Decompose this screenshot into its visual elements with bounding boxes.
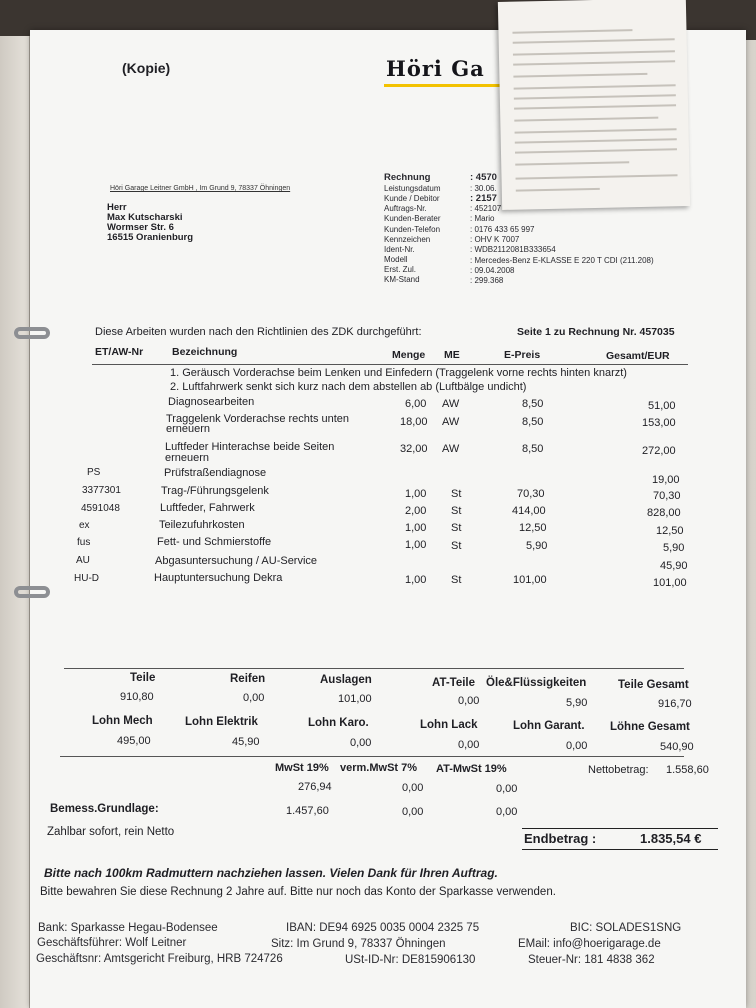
sum-label-lohn-elektrik: Lohn Elektrik (185, 716, 258, 728)
receipt-slip (498, 0, 690, 210)
item-description: Luftfeder Hinterachse beide Seiten (165, 441, 335, 453)
recipient-name: Max Kutscharski (107, 212, 183, 223)
sum-value: 0,00 (350, 737, 372, 749)
item-unit-price: 8,50 (522, 443, 544, 455)
tax-value: 276,94 (298, 781, 332, 793)
item-description: Hauptuntersuchung Dekra (154, 572, 283, 584)
item-quantity: 6,00 (405, 398, 427, 410)
intro-text: Diese Arbeiten wurden nach den Richtlinien des ZDK durchgeführt: (95, 326, 422, 338)
tax-value: 0,00 (402, 782, 424, 794)
bemess-label: Bemess.Grundlage: (50, 803, 159, 815)
item-description: Teilezufuhrkosten (159, 519, 245, 531)
footer-bic: BIC: SOLADES1SNG (570, 922, 682, 934)
item-description: Diagnosearbeiten (168, 396, 255, 408)
meta-value: : 4570 (470, 172, 497, 183)
item-quantity: 18,00 (400, 416, 428, 428)
item-unit: AW (442, 416, 460, 428)
recipient-city: 16515 Oranienburg (107, 232, 194, 243)
footer-tax-number: Steuer-Nr: 181 4838 362 (528, 954, 655, 966)
footer-managing-director: Geschäftsführer: Wolf Leitner (37, 937, 187, 949)
sum-label-lohn-garant: Lohn Garant. (513, 720, 585, 732)
sum-label-lohn-karo: Lohn Karo. (308, 717, 369, 729)
item-unit-price: 12,50 (519, 522, 547, 534)
col-header-gesamt: Gesamt/EUR (606, 350, 670, 362)
col-header-epreis: E-Preis (504, 349, 541, 361)
meta-label: Kennzeichen (384, 235, 431, 244)
sum-value: 101,00 (338, 693, 372, 705)
binder-ring-top (14, 327, 50, 339)
bemess-value: 0,00 (496, 806, 518, 818)
sum-value: 0,00 (566, 740, 588, 752)
item-description: Abgasuntersuchung / AU-Service (155, 555, 318, 567)
sum-value: 916,70 (658, 698, 692, 710)
meta-label: Rechnung (384, 172, 431, 183)
item-total: 12,50 (656, 525, 684, 537)
meta-label: Leistungsdatum (384, 184, 441, 193)
item-unit: St (451, 574, 462, 586)
endbetrag-label: Endbetrag : (524, 831, 597, 846)
sum-value: 0,00 (458, 695, 480, 707)
sum-value: 495,00 (117, 735, 151, 747)
item-total: 51,00 (648, 400, 676, 412)
item-quantity: 32,00 (400, 443, 428, 455)
logo-underline (384, 84, 514, 87)
item-description: Prüfstraßendiagnose (164, 467, 267, 479)
bemess-value: 1.457,60 (286, 805, 329, 817)
tax-rule (60, 756, 684, 757)
copy-mark: (Kopie) (122, 60, 171, 76)
item-number: PS (87, 467, 101, 478)
payment-terms: Zahlbar sofort, rein Netto (47, 826, 175, 838)
sum-value: 910,80 (120, 691, 154, 703)
meta-label: Kunden-Berater (384, 214, 441, 223)
item-unit: St (451, 540, 462, 552)
sum-label-teile: Teile (130, 672, 156, 684)
item-total: 45,90 (660, 560, 688, 572)
col-header-me: ME (444, 349, 460, 361)
item-total: 828,00 (647, 507, 681, 519)
item-description: Traggelenk Vorderachse rechts unten (166, 413, 350, 425)
item-quantity: 1,00 (405, 522, 427, 534)
endbetrag-value: 1.835,54 € (640, 831, 702, 846)
meta-value: : 299.368 (470, 276, 504, 285)
item-number: fus (77, 537, 91, 548)
footer-bank: Bank: Sparkasse Hegau-Bodensee (38, 922, 218, 934)
item-description: Trag-/Führungsgelenk (161, 485, 269, 497)
item-total: 101,00 (653, 577, 687, 589)
tax-label: verm.MwSt 7% (340, 762, 418, 774)
item-description-cont: erneuern (166, 423, 211, 435)
item-unit-price: 8,50 (522, 416, 544, 428)
item-quantity: 1,00 (405, 488, 427, 500)
item-total: 19,00 (652, 474, 680, 486)
item-number: 4591048 (81, 503, 120, 514)
item-total: 272,00 (642, 445, 676, 457)
item-unit-price: 8,50 (522, 398, 544, 410)
item-number: ex (79, 520, 90, 531)
item-quantity: 1,00 (405, 574, 427, 586)
company-logo: Höri Ga (386, 56, 485, 81)
complaint-note: 1. Geräusch Vorderachse beim Lenken und Einfedern (Traggelenk vorne rechts hinten knarzt) (170, 367, 627, 379)
item-description: Fett- und Schmierstoffe (157, 536, 272, 548)
footer-iban: IBAN: DE94 6925 0035 0004 2325 75 (286, 922, 480, 934)
col-header-bezeichnung: Bezeichnung (172, 346, 238, 358)
netto-value: 1.558,60 (666, 764, 709, 776)
sum-label-oele: Öle&Flüssigkeiten (486, 677, 587, 689)
item-unit-price: 101,00 (513, 574, 547, 586)
sum-value: 5,90 (566, 697, 588, 709)
sum-label-reifen: Reifen (230, 673, 266, 685)
meta-label: Kunde / Debitor (384, 194, 440, 203)
retention-note: Bitte bewahren Sie diese Rechnung 2 Jahre auf. Bitte nur noch das Konto der Sparkasse verwenden. (40, 886, 556, 898)
tax-label: MwSt 19% (275, 762, 329, 774)
item-number: HU-D (74, 573, 99, 584)
endbetrag-bottom-rule (522, 849, 718, 850)
item-unit-price: 414,00 (512, 505, 546, 517)
recipient-street: Wormser Str. 6 (107, 222, 174, 233)
meta-value: : 452107 (470, 204, 502, 213)
col-header-etaw: ET/AW-Nr (95, 346, 144, 358)
binder-edge (0, 36, 30, 1008)
meta-label: Modell (384, 255, 408, 264)
meta-value: : 30.06. (470, 184, 497, 193)
binder-ring-bottom (14, 586, 50, 598)
item-unit: St (451, 505, 462, 517)
meta-value: : OHV K 7007 (470, 235, 520, 244)
item-unit: St (451, 522, 462, 534)
sum-value: 540,90 (660, 741, 694, 753)
page-info: Seite 1 zu Rechnung Nr. 457035 (517, 326, 675, 338)
footer-address: Sitz: Im Grund 9, 78337 Öhningen (271, 938, 446, 950)
meta-label: Ident-Nr. (384, 245, 415, 254)
item-unit-price: 5,90 (526, 540, 548, 552)
sum-label-at-teile: AT-Teile (432, 677, 476, 689)
tax-label: AT-MwSt 19% (436, 763, 507, 775)
item-quantity: 2,00 (405, 505, 427, 517)
recipient-salutation: Herr (107, 202, 127, 213)
item-description-cont: erneuern (165, 452, 210, 464)
sum-label-lohn-mech: Lohn Mech (92, 715, 153, 727)
sum-value: 45,90 (232, 736, 260, 748)
bemess-value: 0,00 (402, 806, 424, 818)
netto-label: Nettobetrag: (588, 764, 649, 776)
meta-label: Kunden-Telefon (384, 225, 441, 234)
meta-value: : 0176 433 65 997 (470, 225, 535, 234)
sum-label-auslagen: Auslagen (320, 674, 372, 686)
item-unit: St (451, 488, 462, 500)
footer-register: Geschäftsnr: Amtsgericht Freiburg, HRB 724726 (36, 953, 283, 965)
meta-label: KM-Stand (384, 275, 420, 284)
item-number: 3377301 (82, 485, 121, 496)
item-unit-price: 70,30 (517, 488, 545, 500)
sender-line: Höri Garage Leitner GmbH , Im Grund 9, 78337 Öhningen (110, 185, 291, 192)
meta-value: : WDB2112081B333654 (470, 245, 556, 254)
meta-value: : 2157 (470, 193, 497, 204)
meta-value: : 09.04.2008 (470, 266, 515, 275)
item-description: Luftfeder, Fahrwerk (160, 502, 255, 514)
summary-top-rule (64, 668, 684, 669)
item-number: AU (76, 555, 90, 566)
sum-label-loehne-gesamt: Löhne Gesamt (610, 721, 690, 733)
sum-label-teile-gesamt: Teile Gesamt (618, 679, 689, 691)
item-total: 153,00 (642, 417, 676, 429)
header-rule (92, 364, 688, 365)
item-quantity: 1,00 (405, 539, 427, 551)
item-unit: AW (442, 398, 460, 410)
item-total: 5,90 (663, 542, 685, 554)
sum-value: 0,00 (458, 739, 480, 751)
sum-value: 0,00 (243, 692, 265, 704)
sum-label-lohn-lack: Lohn Lack (420, 719, 478, 731)
meta-value: : Mercedes-Benz E-KLASSE E 220 T CDI (211.208) (470, 256, 654, 265)
complaint-note: 2. Luftfahrwerk senkt sich kurz nach dem abstellen ab (Luftbälge undicht) (170, 381, 527, 393)
closing-note: Bitte nach 100km Radmuttern nachziehen lassen. Vielen Dank für Ihren Auftrag. (44, 866, 498, 880)
endbetrag-top-rule (522, 828, 718, 829)
item-unit: AW (442, 443, 460, 455)
col-header-menge: Menge (392, 349, 426, 361)
footer-email: EMail: info@hoerigarage.de (518, 938, 661, 950)
tax-value: 0,00 (496, 783, 518, 795)
meta-value: : Mario (470, 214, 495, 223)
meta-label: Auftrags-Nr. (384, 204, 427, 213)
footer-vat-id: USt-ID-Nr: DE815906130 (345, 954, 476, 966)
meta-label: Erst. Zul. (384, 265, 417, 274)
item-total: 70,30 (653, 490, 681, 502)
